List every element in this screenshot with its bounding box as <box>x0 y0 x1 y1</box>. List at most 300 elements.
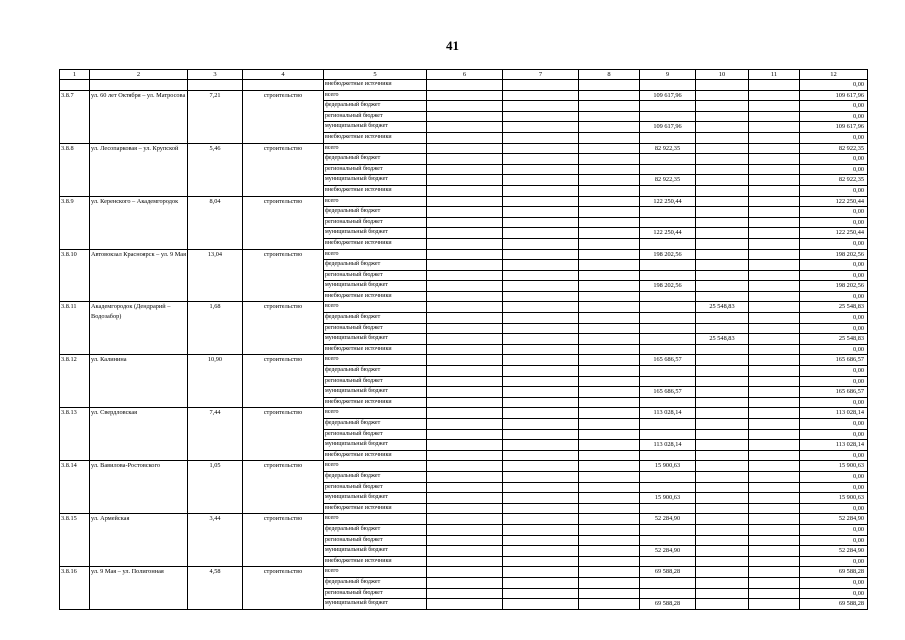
empty-cell <box>579 281 640 292</box>
item-name: ул. 60 лет Октября – ул. Матросова <box>90 90 188 143</box>
source-cell: всего <box>324 302 427 313</box>
empty-cell <box>749 207 800 218</box>
value-col10 <box>696 450 749 461</box>
value-col9: 165 686,57 <box>640 355 696 366</box>
item-length: 1,68 <box>188 302 243 355</box>
empty-cell <box>749 228 800 239</box>
value-col9: 69 588,28 <box>640 567 696 578</box>
empty-cell <box>503 599 579 610</box>
empty-cell <box>579 493 640 504</box>
empty-cell <box>503 546 579 557</box>
source-cell: региональный бюджет <box>324 429 427 440</box>
empty-cell <box>749 450 800 461</box>
empty-cell <box>427 503 503 514</box>
value-col10 <box>696 143 749 154</box>
value-col10 <box>696 397 749 408</box>
empty-cell <box>503 90 579 101</box>
item-number: 3.8.13 <box>60 408 90 461</box>
empty-cell <box>749 260 800 271</box>
value-col10 <box>696 313 749 324</box>
source-cell: федеральный бюджет <box>324 419 427 430</box>
empty-cell <box>579 260 640 271</box>
empty-cell <box>90 80 188 91</box>
empty-cell <box>749 334 800 345</box>
item-type: строительство <box>243 408 324 461</box>
value-col10 <box>696 546 749 557</box>
value-col10 <box>696 291 749 302</box>
empty-cell <box>503 493 579 504</box>
source-cell: внебюджетные источники <box>324 238 427 249</box>
empty-cell <box>749 419 800 430</box>
empty-cell <box>503 355 579 366</box>
header-cell: 12 <box>800 70 868 80</box>
empty-cell <box>579 80 640 91</box>
empty-cell <box>749 270 800 281</box>
empty-cell <box>427 249 503 260</box>
source-cell: региональный бюджет <box>324 588 427 599</box>
total-cell: 0,00 <box>800 471 868 482</box>
source-cell: муниципальный бюджет <box>324 175 427 186</box>
empty-cell <box>503 143 579 154</box>
total-cell: 122 250,44 <box>800 228 868 239</box>
item-length: 4,58 <box>188 567 243 609</box>
value-col10 <box>696 366 749 377</box>
total-cell: 0,00 <box>800 419 868 430</box>
total-cell: 15 900,63 <box>800 461 868 472</box>
table-row <box>60 567 868 578</box>
empty-cell <box>749 471 800 482</box>
item-name: ул. Армейская <box>90 514 188 567</box>
empty-cell <box>503 249 579 260</box>
header-cell: 8 <box>579 70 640 80</box>
item-length: 7,21 <box>188 90 243 143</box>
source-cell: всего <box>324 408 427 419</box>
empty-cell <box>579 90 640 101</box>
empty-cell <box>579 524 640 535</box>
empty-cell <box>427 207 503 218</box>
value-col9 <box>640 419 696 430</box>
total-cell: 0,00 <box>800 313 868 324</box>
value-col10 <box>696 228 749 239</box>
empty-cell <box>579 334 640 345</box>
value-col9 <box>640 132 696 143</box>
empty-cell <box>579 122 640 133</box>
empty-cell <box>427 408 503 419</box>
header-cell: 7 <box>503 70 579 80</box>
value-col9 <box>640 302 696 313</box>
value-col9: 165 686,57 <box>640 387 696 398</box>
empty-cell <box>427 122 503 133</box>
total-cell: 0,00 <box>800 217 868 228</box>
source-cell: муниципальный бюджет <box>324 546 427 557</box>
empty-cell <box>749 90 800 101</box>
empty-cell <box>579 207 640 218</box>
empty-cell <box>427 90 503 101</box>
value-col10 <box>696 101 749 112</box>
value-col9 <box>640 524 696 535</box>
empty-cell <box>749 249 800 260</box>
total-cell: 0,00 <box>800 556 868 567</box>
table-row <box>60 355 868 366</box>
empty-cell <box>579 228 640 239</box>
total-cell: 109 617,96 <box>800 122 868 133</box>
empty-cell <box>579 567 640 578</box>
total-cell: 198 202,56 <box>800 281 868 292</box>
empty-cell <box>503 164 579 175</box>
total-cell: 0,00 <box>800 535 868 546</box>
item-type: строительство <box>243 90 324 143</box>
empty-cell <box>749 397 800 408</box>
value-col9 <box>640 207 696 218</box>
empty-cell <box>579 461 640 472</box>
empty-cell <box>579 535 640 546</box>
empty-cell <box>60 80 90 91</box>
empty-cell <box>503 535 579 546</box>
total-cell: 0,00 <box>800 132 868 143</box>
empty-cell <box>427 323 503 334</box>
empty-cell <box>503 302 579 313</box>
empty-cell <box>579 556 640 567</box>
value-col9 <box>640 503 696 514</box>
header-row <box>60 70 868 80</box>
header-cell: 10 <box>696 70 749 80</box>
empty-cell <box>503 524 579 535</box>
empty-cell <box>749 323 800 334</box>
table-row <box>60 90 868 101</box>
empty-cell <box>427 111 503 122</box>
total-cell: 0,00 <box>800 344 868 355</box>
item-number: 3.8.15 <box>60 514 90 567</box>
item-number: 3.8.11 <box>60 302 90 355</box>
empty-cell <box>579 471 640 482</box>
item-type: строительство <box>243 196 324 249</box>
source-cell: муниципальный бюджет <box>324 440 427 451</box>
empty-cell <box>503 291 579 302</box>
source-cell: внебюджетные источники <box>324 344 427 355</box>
empty-cell <box>427 546 503 557</box>
empty-cell <box>427 535 503 546</box>
value-col10 <box>696 599 749 610</box>
empty-cell <box>749 111 800 122</box>
value-col10 <box>696 122 749 133</box>
empty-cell <box>503 376 579 387</box>
empty-cell <box>503 323 579 334</box>
item-name: ул. Лесопарковая – ул. Крупской <box>90 143 188 196</box>
value-col10 <box>696 429 749 440</box>
source-cell: муниципальный бюджет <box>324 334 427 345</box>
empty-cell <box>749 577 800 588</box>
total-cell: 0,00 <box>800 270 868 281</box>
value-col10 <box>696 471 749 482</box>
empty-cell <box>503 461 579 472</box>
empty-cell <box>503 503 579 514</box>
empty-cell <box>427 482 503 493</box>
item-length: 13,04 <box>188 249 243 302</box>
empty-cell <box>503 122 579 133</box>
empty-cell <box>749 217 800 228</box>
table-row <box>60 408 868 419</box>
empty-cell <box>503 101 579 112</box>
empty-cell <box>427 344 503 355</box>
source-cell: всего <box>324 249 427 260</box>
total-cell: 0,00 <box>800 376 868 387</box>
source-cell: муниципальный бюджет <box>324 387 427 398</box>
value-col9: 198 202,56 <box>640 249 696 260</box>
empty-cell <box>503 260 579 271</box>
empty-cell <box>427 143 503 154</box>
value-col10 <box>696 132 749 143</box>
item-type: строительство <box>243 355 324 408</box>
empty-cell <box>503 80 579 91</box>
item-type: строительство <box>243 514 324 567</box>
value-col10 <box>696 260 749 271</box>
empty-cell <box>749 291 800 302</box>
empty-cell <box>427 281 503 292</box>
empty-cell <box>427 429 503 440</box>
table-row <box>60 196 868 207</box>
empty-cell <box>427 132 503 143</box>
value-col10 <box>696 281 749 292</box>
value-col10 <box>696 440 749 451</box>
empty-cell <box>427 440 503 451</box>
empty-cell <box>749 122 800 133</box>
empty-cell <box>579 196 640 207</box>
empty-cell <box>503 567 579 578</box>
value-col9: 122 250,44 <box>640 228 696 239</box>
total-cell: 165 686,57 <box>800 355 868 366</box>
empty-cell <box>579 397 640 408</box>
total-cell: 113 028,14 <box>800 440 868 451</box>
empty-cell <box>427 164 503 175</box>
value-col9 <box>640 344 696 355</box>
empty-cell <box>427 419 503 430</box>
total-cell: 165 686,57 <box>800 387 868 398</box>
item-number: 3.8.7 <box>60 90 90 143</box>
empty-cell <box>579 154 640 165</box>
source-cell: региональный бюджет <box>324 270 427 281</box>
value-col10 <box>696 503 749 514</box>
empty-cell <box>749 302 800 313</box>
empty-cell <box>579 313 640 324</box>
header-cell: 9 <box>640 70 696 80</box>
empty-cell <box>503 154 579 165</box>
header-cell: 2 <box>90 70 188 80</box>
empty-cell <box>427 471 503 482</box>
total-cell: 0,00 <box>800 154 868 165</box>
value-col10 <box>696 196 749 207</box>
empty-cell <box>579 291 640 302</box>
empty-cell <box>427 154 503 165</box>
total-cell: 0,00 <box>800 80 868 91</box>
source-cell: внебюджетные источники <box>324 503 427 514</box>
source-cell: федеральный бюджет <box>324 524 427 535</box>
empty-cell <box>749 175 800 186</box>
empty-cell <box>503 397 579 408</box>
item-type: строительство <box>243 461 324 514</box>
source-cell: внебюджетные источники <box>324 556 427 567</box>
empty-cell <box>749 154 800 165</box>
empty-cell <box>749 429 800 440</box>
empty-cell <box>579 217 640 228</box>
empty-cell <box>503 238 579 249</box>
source-cell: федеральный бюджет <box>324 366 427 377</box>
empty-cell <box>749 599 800 610</box>
value-col10: 25 548,83 <box>696 334 749 345</box>
empty-cell <box>427 556 503 567</box>
header-cell: 3 <box>188 70 243 80</box>
value-col9 <box>640 376 696 387</box>
value-col10 <box>696 577 749 588</box>
empty-cell <box>749 387 800 398</box>
source-cell: федеральный бюджет <box>324 207 427 218</box>
source-cell: внебюджетные источники <box>324 185 427 196</box>
empty-cell <box>579 376 640 387</box>
value-col9: 109 617,96 <box>640 90 696 101</box>
value-col10 <box>696 207 749 218</box>
empty-cell <box>579 101 640 112</box>
empty-cell <box>749 355 800 366</box>
empty-cell <box>503 196 579 207</box>
value-col10 <box>696 588 749 599</box>
total-cell: 0,00 <box>800 503 868 514</box>
empty-cell <box>749 185 800 196</box>
item-name: Автовокзал Красноярск – ул. 9 Мая <box>90 249 188 302</box>
value-col9 <box>640 577 696 588</box>
empty-cell <box>579 238 640 249</box>
value-col10 <box>696 249 749 260</box>
empty-cell <box>427 397 503 408</box>
empty-cell <box>749 440 800 451</box>
item-name: ул. Керенского – Академгородок <box>90 196 188 249</box>
empty-cell <box>579 482 640 493</box>
empty-cell <box>579 355 640 366</box>
source-cell: муниципальный бюджет <box>324 599 427 610</box>
item-name: ул. 9 Мая – ул. Полигонная <box>90 567 188 609</box>
empty-cell <box>579 514 640 525</box>
empty-cell <box>579 577 640 588</box>
empty-cell <box>579 132 640 143</box>
source-cell: федеральный бюджет <box>324 313 427 324</box>
item-number: 3.8.9 <box>60 196 90 249</box>
empty-cell <box>427 313 503 324</box>
empty-cell <box>749 461 800 472</box>
value-col10 <box>696 238 749 249</box>
source-cell: муниципальный бюджет <box>324 228 427 239</box>
source-cell: внебюджетные источники <box>324 450 427 461</box>
empty-cell <box>503 313 579 324</box>
value-col9: 113 028,14 <box>640 408 696 419</box>
empty-cell <box>427 450 503 461</box>
empty-cell <box>427 387 503 398</box>
source-cell: всего <box>324 196 427 207</box>
empty-cell <box>427 577 503 588</box>
source-cell: федеральный бюджет <box>324 154 427 165</box>
total-cell: 25 548,83 <box>800 334 868 345</box>
total-cell: 0,00 <box>800 111 868 122</box>
source-cell: региональный бюджет <box>324 323 427 334</box>
empty-cell <box>427 302 503 313</box>
total-cell: 15 900,63 <box>800 493 868 504</box>
empty-cell <box>749 80 800 91</box>
item-length: 10,90 <box>188 355 243 408</box>
value-col9: 15 900,63 <box>640 461 696 472</box>
empty-cell <box>427 185 503 196</box>
value-col10 <box>696 111 749 122</box>
budget-table <box>59 69 868 610</box>
total-cell: 69 588,28 <box>800 567 868 578</box>
empty-cell <box>427 599 503 610</box>
item-length: 7,44 <box>188 408 243 461</box>
value-col10 <box>696 387 749 398</box>
value-col10 <box>696 514 749 525</box>
total-cell: 0,00 <box>800 366 868 377</box>
value-col9 <box>640 482 696 493</box>
empty-cell <box>427 334 503 345</box>
value-col9 <box>640 270 696 281</box>
empty-cell <box>749 493 800 504</box>
total-cell: 25 548,83 <box>800 302 868 313</box>
source-cell: федеральный бюджет <box>324 471 427 482</box>
empty-cell <box>749 143 800 154</box>
item-name: Академгородок (Дендрарий – Водозабор) <box>90 302 188 355</box>
header-cell: 6 <box>427 70 503 80</box>
value-col9 <box>640 238 696 249</box>
total-cell: 0,00 <box>800 450 868 461</box>
source-cell: муниципальный бюджет <box>324 122 427 133</box>
empty-cell <box>696 80 749 91</box>
empty-cell <box>749 567 800 578</box>
total-cell: 0,00 <box>800 291 868 302</box>
source-cell: всего <box>324 461 427 472</box>
item-length: 5,46 <box>188 143 243 196</box>
empty-cell <box>243 80 324 91</box>
empty-cell <box>749 588 800 599</box>
value-col9 <box>640 429 696 440</box>
value-col9 <box>640 217 696 228</box>
header-cell: 1 <box>60 70 90 80</box>
value-col10 <box>696 270 749 281</box>
table-row <box>60 143 868 154</box>
value-col9 <box>640 313 696 324</box>
empty-cell <box>503 387 579 398</box>
value-col9 <box>640 185 696 196</box>
item-length: 1,05 <box>188 461 243 514</box>
empty-cell <box>579 408 640 419</box>
item-number: 3.8.8 <box>60 143 90 196</box>
total-cell: 0,00 <box>800 588 868 599</box>
total-cell: 0,00 <box>800 207 868 218</box>
source-cell: региональный бюджет <box>324 482 427 493</box>
value-col9 <box>640 556 696 567</box>
empty-cell <box>427 270 503 281</box>
value-col9: 122 250,44 <box>640 196 696 207</box>
value-col10 <box>696 323 749 334</box>
table-row <box>60 461 868 472</box>
value-col10 <box>696 185 749 196</box>
empty-cell <box>749 196 800 207</box>
value-col9 <box>640 334 696 345</box>
empty-cell <box>503 450 579 461</box>
empty-cell <box>579 450 640 461</box>
empty-cell <box>503 185 579 196</box>
empty-cell <box>427 228 503 239</box>
header-cell: 5 <box>324 70 427 80</box>
total-cell: 0,00 <box>800 185 868 196</box>
empty-cell <box>427 175 503 186</box>
empty-cell <box>427 291 503 302</box>
empty-cell <box>749 482 800 493</box>
item-number: 3.8.14 <box>60 461 90 514</box>
